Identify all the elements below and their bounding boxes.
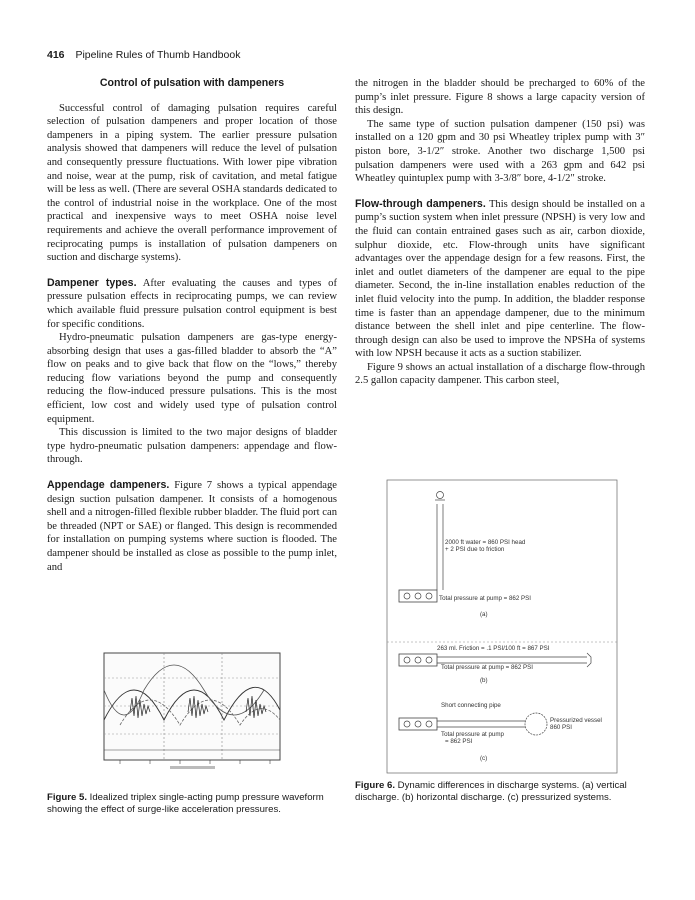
- fig6-a-total: Total pressure at pump = 862 PSI: [439, 595, 532, 602]
- figure6-caption-text: Dynamic differences in discharge systems. (a) vertical discharge. (b) horizontal discharge. (c) pressurized systems.: [355, 780, 627, 803]
- appendage-heading: Appendage dampeners.: [47, 479, 170, 492]
- section-title: Control of pulsation with dampeners: [99, 77, 285, 89]
- fig6-c-text1: Short connecting pipe: [441, 702, 501, 709]
- dampener-types-heading: Dampener types.: [47, 276, 137, 289]
- flow-through-text: This design should be installed on a pump’s suction system when inlet pressure (NPSH) is very low and the fluid can contain entrained gases such as air, carbon dioxide, sulphur dioxide, etc. Flow-through units have significant advantages over the appendage design for a few reasons. First, the inlet and outlet diameters of the dampener are equal to the pipe diameter. Second, the in-line installation enables reduction of the inlet fluid velocity into the pump. In addition, the bladder response time is faster than an appendage dampener, due to the minimum distance between the shell inlet and pipe centerline. The flow-through design can also be used to improve the NPSHa of systems with low NPSH because it acts as a suction stabilizer.: [355, 198, 645, 360]
- figure6-diagram: [385, 478, 620, 776]
- dampener-types-text: After evaluating the causes and types of pressure pulsation effects in reciprocating pumps, we can review which available fluid pressure pulsation control equipment is best for specific conditions.: [47, 277, 337, 330]
- book-title: Pipeline Rules of Thumb Handbook: [75, 49, 241, 61]
- fig6-c-total2: = 862 PSI: [445, 738, 473, 745]
- fig6-b-text1: 263 ml. Friction = .1 PSI/100 ft = 867 PSI: [437, 645, 550, 652]
- dampener-types-paragraph: [47, 277, 337, 331]
- fig6-c-vessel: Pressurized vessel: [550, 717, 602, 724]
- fig6-a-text2: + 2 PSI due to friction: [445, 546, 505, 553]
- figure9-paragraph: Figure 9 shows an actual installation of a discharge flow-through 2.5 gallon capacity dampener. This carbon steel,: [355, 361, 645, 387]
- right-column: [355, 77, 645, 388]
- discussion-paragraph: This discussion is limited to the two major designs of bladder type hydro-pneumatic pulsation dampeners: appendage and flow-through.: [47, 427, 337, 466]
- fig6-c-vessel2: 860 PSI: [550, 724, 573, 731]
- fig6-b-tag: (b): [480, 677, 488, 684]
- page-header: [47, 49, 240, 61]
- flow-through-paragraph: [355, 198, 645, 361]
- figure5-label: Figure 5.: [47, 792, 87, 803]
- continued-paragraph: the nitrogen in the bladder should be precharged to 60% of the pump’s inlet pressure. Figure 8 shows a large capacity version of this design.: [355, 78, 645, 117]
- fig6-c-total1: Total pressure at pump: [441, 731, 504, 738]
- page-number: 416: [47, 49, 65, 61]
- same-type-paragraph: The same type of suction pulsation dampener (150 psi) was installed on a 120 gpm and 30 psi Wheatley triplex pump with 3″ piston bore, 3-1/2″ stroke. Another two discharge 1,500 psi pulsation dampeners were used with a 263 gpm and 642 psi Wheatley quintuplex pump with 3-3/8″ bore, 4-1/2″ stroke.: [355, 118, 645, 185]
- fig6-a-tag: (a): [480, 611, 488, 618]
- left-column: [47, 77, 337, 574]
- fig6-b-total: Total pressure at pump = 862 PSI: [441, 664, 534, 671]
- hydro-pneumatic-paragraph: Hydro-pneumatic pulsation dampeners are gas-type energy-absorbing design that uses a gas-filled bladder to absorb the “A” flow on peaks and to give back that flow on the “lows,” thereby reducing flow variations beyond the pump and consequently reducing the flow-induced pressure pulsations. This is the most efficient, low cost and widely used type of pulsation control equipment.: [47, 332, 337, 425]
- intro-paragraph: Successful control of damaging pulsation requires careful selection of pulsation dampeners and proper location of those dampeners in a piping system. The earlier pressure pulsation analysis showed that dampeners will reduce the level of pulsation and consequently pressure fluctuations. With lower pipe vibration and noise, wear at the pump, risk of cavitation, and metal fatigue will be less as well. (There are several OSHA standards dedicated to the control of industrial noise in the workplace. One of the most practical and inexpensive ways to meet OSHA noise level requirements and achieve the overall performance improvement of reciprocating pumps is installation of pulsation dampeners on suction and discharge systems).: [47, 102, 337, 264]
- figure5-caption-text: Idealized triplex single-acting pump pressure waveform showing the effect of surge-like acceleration pressures.: [47, 792, 324, 815]
- figure6-caption: [355, 780, 645, 803]
- appendage-text: Figure 7 shows a typical appendage design suction pulsation dampener. It consists of a homogenous shell and a nitrogen-filled flexible rubber bladder. The fluid port can be threaded (NPT or SAE) or flanged. This design is recommended for installation on pumping systems where suction is flooded. The dampener should be installed as close as possible to the pump inlet, and: [47, 480, 337, 573]
- figure6-label: Figure 6.: [355, 780, 395, 791]
- fig6-c-tag: (c): [480, 755, 488, 762]
- figure5-caption: [47, 792, 337, 815]
- fig6-a-text1: 2000 ft water = 860 PSI head: [445, 539, 526, 546]
- appendage-paragraph: [47, 479, 337, 574]
- figure5-waveform: [100, 650, 285, 775]
- flow-through-heading: Flow-through dampeners.: [355, 197, 486, 210]
